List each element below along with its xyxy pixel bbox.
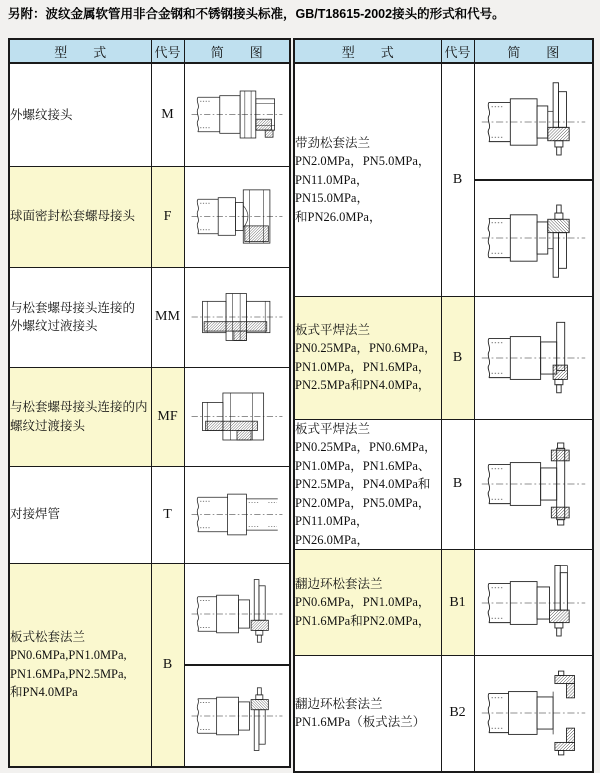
diagram-cell (184, 267, 290, 367)
code-cell: B (441, 63, 474, 296)
column-header-code: 代号 (441, 39, 474, 63)
fitting-diagram-flange_weld (480, 306, 587, 410)
diagram-single (185, 64, 290, 165)
column-header-code: 代号 (151, 39, 184, 63)
diagram-cell (184, 466, 290, 563)
column-header-type: 型 式 (294, 39, 441, 63)
fitting-diagram-mm (190, 274, 284, 360)
type-line: PN11.0MPa，PN26.0MPa， (295, 512, 441, 549)
table-row (9, 267, 290, 367)
diagram-stack (185, 564, 290, 766)
type-cell (294, 419, 441, 550)
column-header-type: 型 式 (9, 39, 151, 63)
type-line: 板式平焊法兰 (295, 420, 441, 439)
type-cell (9, 563, 151, 767)
diagram-cell (184, 563, 290, 767)
type-line: 外螺纹接头 (10, 106, 151, 125)
diagram-cell (474, 63, 593, 296)
type-line: PN0.25MPa，PN0.6MPa， (295, 339, 441, 358)
type-line: 和PN4.0MPa (10, 683, 151, 702)
fitting-diagram-t (190, 473, 284, 556)
diagram-cell (184, 367, 290, 466)
type-line: PN0.6MPa,PN1.0MPa, (10, 646, 151, 665)
type-line: 与松套螺母接头连接的 (10, 299, 151, 318)
fitting-diagram-m (190, 70, 284, 159)
type-line: 和PN26.0MPa， (295, 208, 441, 227)
fitting-diagram-flange_down (190, 671, 284, 761)
diagram-half (185, 564, 290, 664)
table-row (294, 419, 593, 550)
header-row (9, 39, 290, 63)
table-row (9, 466, 290, 563)
type-line: 外螺纹过液接头 (10, 317, 151, 336)
type-line: 对接焊管 (10, 505, 151, 524)
diagram-cell (184, 166, 290, 267)
diagram-cell (474, 419, 593, 550)
type-line: PN0.6MPa，PN1.0MPa， (295, 593, 441, 612)
type-cell (294, 550, 441, 656)
code-cell: B (441, 296, 474, 419)
table-row (9, 563, 290, 767)
type-line: 与松套螺母接头连接的内 (10, 398, 151, 417)
table-row (9, 166, 290, 267)
type-cell (9, 267, 151, 367)
type-cell (9, 166, 151, 267)
type-line: 翻边环松套法兰 (295, 695, 441, 714)
header-row (294, 39, 593, 63)
type-line: 翻边环松套法兰 (295, 575, 441, 594)
type-line: PN1.0MPa，PN1.6MPa， (295, 358, 441, 377)
code-cell: M (151, 63, 184, 166)
diagram-half (185, 664, 290, 766)
type-line: 板式松套法兰 (10, 628, 151, 647)
table-row (294, 656, 593, 772)
diagram-single (475, 297, 593, 418)
diagram-single (185, 467, 290, 562)
diagram-cell (474, 550, 593, 656)
table-row (9, 63, 290, 166)
diagram-single (185, 268, 290, 366)
type-line: PN2.5MPa，PN4.0MPa和 (295, 475, 441, 494)
fitting-diagram-neck_up (480, 70, 587, 174)
diagram-single (475, 656, 593, 770)
code-cell: MF (151, 367, 184, 466)
diagram-cell (474, 296, 593, 419)
page-title: 另附：波纹金属软管用非合金钢和不锈钢接头标准，GB/T18615-2002接头的形式和代号。 (8, 6, 594, 22)
diagram-half (475, 64, 593, 179)
fitting-diagram-f (190, 173, 284, 260)
diagram-half (475, 179, 593, 296)
type-cell (294, 656, 441, 772)
type-line: PN2.0MPa，PN5.0MPa， (295, 152, 441, 171)
type-line: PN1.0MPa，PN1.6MPa、 (295, 457, 441, 476)
type-line: PN11.0MPa，PN15.0MPa， (295, 171, 441, 208)
code-cell: B1 (441, 550, 474, 656)
type-line: PN2.0MPa，PN5.0MPa， (295, 494, 441, 513)
fitting-diagram-flange_b2 (480, 662, 587, 764)
type-line: PN2.5MPa和PN4.0MPa， (295, 376, 441, 395)
fitting-diagram-flange_up (190, 569, 284, 659)
code-cell: B (441, 419, 474, 550)
type-line: PN1.6MPa和PN2.0MPa， (295, 612, 441, 631)
diagram-single (185, 368, 290, 465)
diagram-single (475, 551, 593, 655)
fitting-diagram-mf (190, 374, 284, 459)
type-line: 球面密封松套螺母接头 (10, 207, 151, 226)
fitting-table-right (293, 38, 594, 773)
table-row (294, 550, 593, 656)
diagram-cell (474, 656, 593, 772)
type-cell (294, 296, 441, 419)
diagram-single (475, 423, 593, 546)
diagram-single (185, 167, 290, 266)
type-cell (9, 63, 151, 166)
type-line: 螺纹过渡接头 (10, 417, 151, 436)
code-cell: F (151, 166, 184, 267)
fitting-diagram-neck_down (480, 186, 587, 290)
column-header-diagram: 简 图 (184, 39, 290, 63)
fitting-diagram-flange_weld2 (480, 432, 587, 536)
type-cell (9, 367, 151, 466)
type-line: PN1.6MPa（板式法兰） (295, 713, 441, 732)
table-row (294, 63, 593, 296)
type-line: 板式平焊法兰 (295, 321, 441, 340)
table-row (9, 367, 290, 466)
type-cell (294, 63, 441, 296)
column-header-diagram: 简 图 (474, 39, 593, 63)
code-cell: MM (151, 267, 184, 367)
fitting-table-left (8, 38, 291, 768)
type-line: PN1.6MPa,PN2.5MPa, (10, 665, 151, 684)
type-line: PN0.25MPa，PN0.6MPa， (295, 438, 441, 457)
fitting-diagram-flange_b1 (480, 557, 587, 649)
diagram-stack (475, 64, 593, 295)
type-line: 带劲松套法兰 (295, 134, 441, 153)
table-row (294, 296, 593, 419)
type-cell (9, 466, 151, 563)
code-cell: B (151, 563, 184, 767)
diagram-cell (184, 63, 290, 166)
code-cell: T (151, 466, 184, 563)
code-cell: B2 (441, 656, 474, 772)
